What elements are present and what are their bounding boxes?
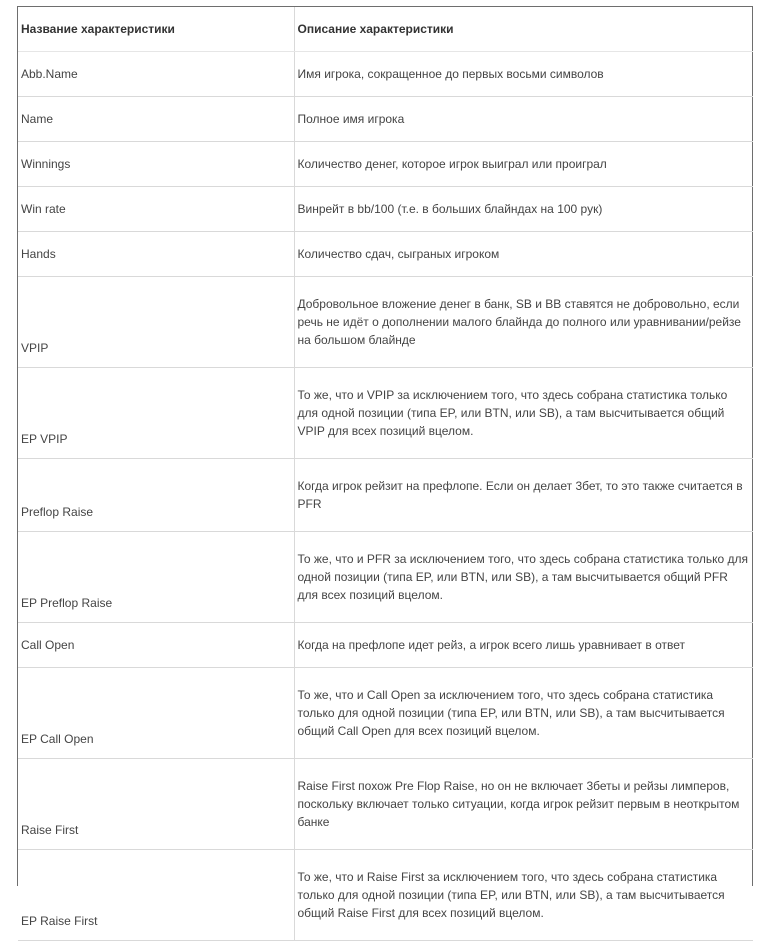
table-row: [18, 850, 753, 941]
table-row: [18, 532, 753, 623]
stat-description: Полное имя игрока: [294, 97, 753, 142]
stat-name: Raise First: [18, 759, 294, 850]
table-row: [18, 368, 753, 459]
stat-name: VPIP: [18, 277, 294, 368]
stat-name: Win rate: [18, 187, 294, 232]
table-header-row: [18, 7, 753, 52]
stat-name: EP VPIP: [18, 368, 294, 459]
stats-table: [18, 7, 753, 941]
stat-description: Raise First похож Pre Flop Raise, но он не включает 3беты и рейзы лимперов, поскольку включает только ситуации, когда игрок рейзит первым в неоткрытом банке: [294, 759, 753, 850]
stat-name: EP Raise First: [18, 850, 294, 941]
table-row: [18, 623, 753, 668]
table-row: [18, 759, 753, 850]
stat-name: Call Open: [18, 623, 294, 668]
table-row: [18, 97, 753, 142]
stat-name: Name: [18, 97, 294, 142]
stat-description: То же, что и PFR за исключением того, что здесь собрана статистика только для одной позиции (типа EP, или BTN, или SB), а там высчитывается общий PFR для всех позиций вцелом.: [294, 532, 753, 623]
table-row: [18, 668, 753, 759]
stat-description: Количество сдач, сыграных игроком: [294, 232, 753, 277]
stats-table-container: [17, 6, 753, 928]
table-row: [18, 52, 753, 97]
stat-name: Hands: [18, 232, 294, 277]
stat-name: Winnings: [18, 142, 294, 187]
table-row: [18, 277, 753, 368]
stat-description: Имя игрока, сокращенное до первых восьми символов: [294, 52, 753, 97]
stat-description: То же, что и Raise First за исключением того, что здесь собрана статистика только для одной позиции (типа EP, или BTN, или SB), а там высчитывается общий Raise First для всех позиций вцелом.: [294, 850, 753, 941]
table-row: [18, 142, 753, 187]
stat-description: Когда на префлопе идет рейз, а игрок всего лишь уравнивает в ответ: [294, 623, 753, 668]
stat-description: Когда игрок рейзит на префлопе. Если он делает 3бет, то это также считается в PFR: [294, 459, 753, 532]
header-description: Описание характеристики: [294, 7, 753, 52]
stat-name: Abb.Name: [18, 52, 294, 97]
stat-description: Добровольное вложение денег в банк, SB и BB ставятся не добровольно, если речь не идёт о дополнении малого блайнда до полного или уравнивании/рейзе на большом блайнде: [294, 277, 753, 368]
stat-description: Количество денег, которое игрок выиграл или проиграл: [294, 142, 753, 187]
table-body: [18, 52, 753, 941]
stat-name: Preflop Raise: [18, 459, 294, 532]
table-row: [18, 187, 753, 232]
stat-description: То же, что и VPIP за исключением того, что здесь собрана статистика только для одной позиции (типа EP, или BTN, или SB), а там высчитывается общий VPIP для всех позиций вцелом.: [294, 368, 753, 459]
table-row: [18, 459, 753, 532]
header-name: Название характеристики: [18, 7, 294, 52]
stat-description: Винрейт в bb/100 (т.е. в больших блайндах на 100 рук): [294, 187, 753, 232]
table-row: [18, 232, 753, 277]
stat-description: То же, что и Call Open за исключением того, что здесь собрана статистика только для одной позиции (типа EP, или BTN, или SB), а там высчитывается общий Call Open для всех позиций вцелом.: [294, 668, 753, 759]
stat-name: EP Call Open: [18, 668, 294, 759]
stat-name: EP Preflop Raise: [18, 532, 294, 623]
